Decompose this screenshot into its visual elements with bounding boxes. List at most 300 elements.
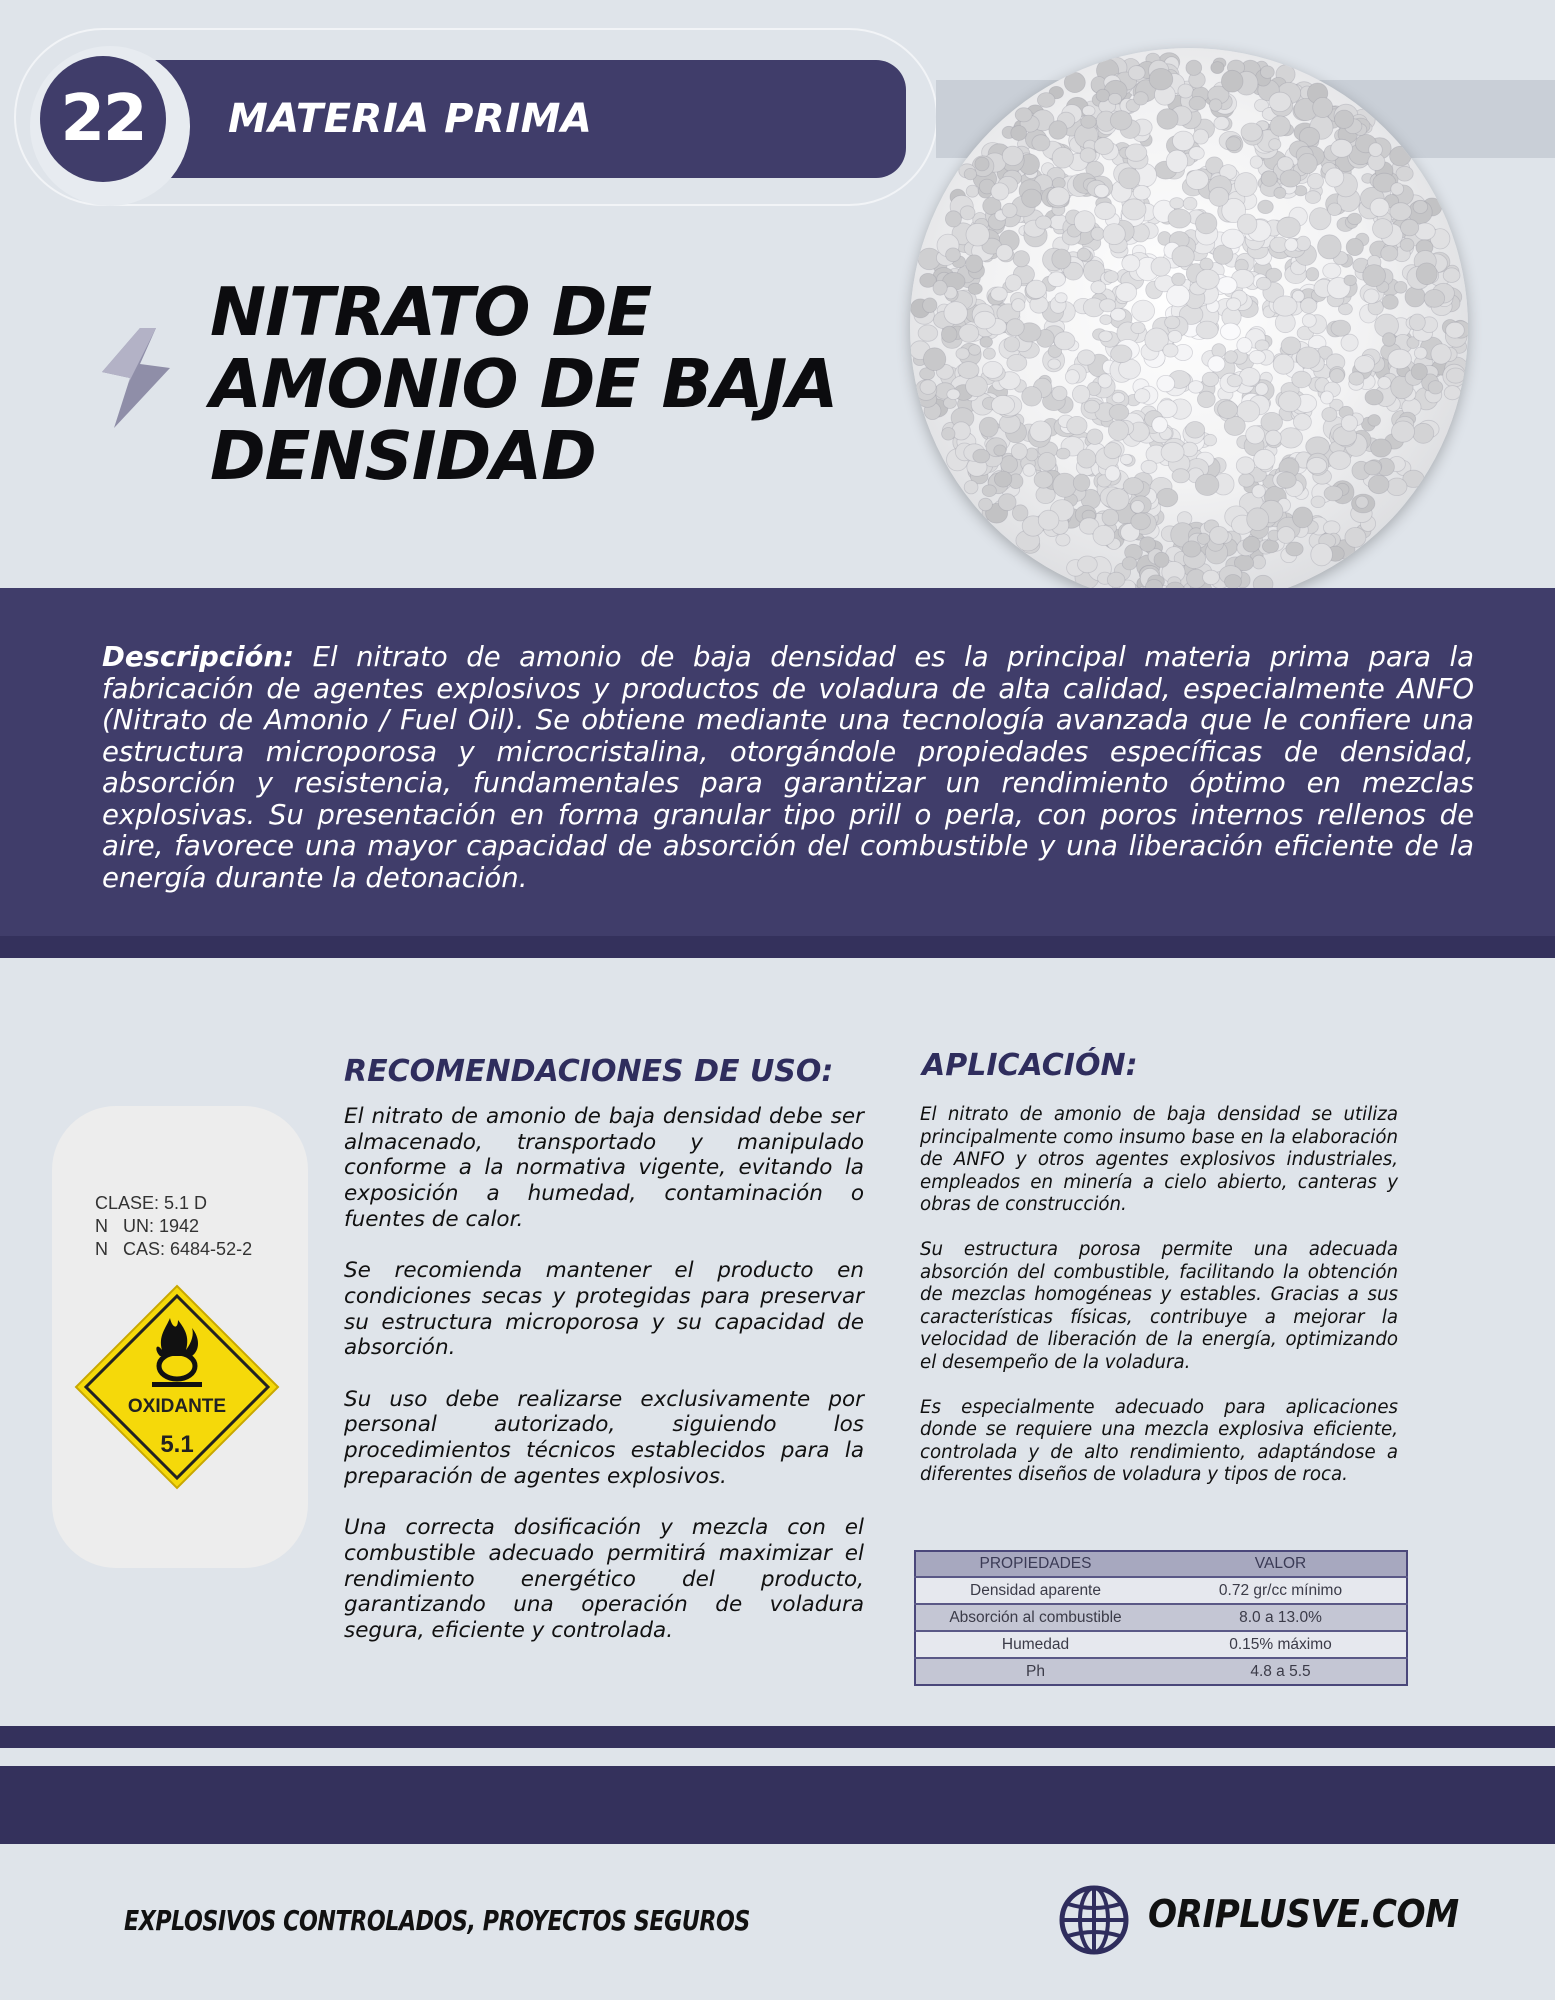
granule [1221, 70, 1243, 92]
granule [1200, 258, 1213, 270]
footer-slogan: EXPLOSIVOS CONTROLADOS, PROYECTOS SEGUROS [124, 1904, 750, 1937]
granule [1370, 198, 1389, 216]
granule [1349, 372, 1364, 385]
granule [1211, 62, 1224, 74]
granule [1341, 415, 1357, 431]
granule [1094, 138, 1113, 155]
granule [1049, 121, 1067, 140]
granule [1250, 156, 1262, 168]
granule [1091, 281, 1106, 294]
granule [1173, 131, 1195, 151]
granule [1235, 173, 1258, 197]
granule [1032, 135, 1050, 151]
granule [1258, 200, 1274, 213]
granule [1165, 316, 1180, 329]
table-header-row [915, 1551, 1407, 1577]
granule [1133, 185, 1150, 200]
footer-band-thick [0, 1766, 1555, 1844]
granule [1015, 108, 1032, 122]
granule [1217, 277, 1237, 294]
granule [1214, 117, 1229, 130]
table-cell: Ph [915, 1658, 1155, 1685]
granule [1285, 238, 1298, 251]
table-row [915, 1631, 1407, 1658]
granule [1122, 255, 1140, 272]
granule [1307, 173, 1323, 189]
granule [1220, 323, 1240, 340]
granule [1054, 332, 1075, 350]
granule [1105, 466, 1120, 481]
granule [947, 389, 960, 400]
granule [1161, 442, 1184, 462]
granule [1005, 275, 1021, 291]
granule [1034, 471, 1053, 488]
granule [991, 287, 1008, 301]
granule [1093, 525, 1115, 545]
granule [1262, 540, 1278, 553]
granule [1270, 116, 1290, 136]
description-body: El nitrato de amonio de baja densidad es la principal materia prima para la fabricación de agentes explosivos y productos de voladura de alta calidad, especialmente ANFO (Nitrato de Amonio / Fuel Oil). Se obtiene mediante una tecnología avanzada que le confiere una estructura microporosa y microcristalina, otorgándole propiedades específicas de densidad, absorción y resistencia, fundamentales para garantizar un rendimiento óptimo en mezclas explosivas. Su presentación en forma granular tipo prill o perla, con poros internos rellenos de aire, favorece una mayor capacidad de absorción del combustible y una liberación eficiente de la energía durante la detonación. [102, 641, 1474, 894]
granule [1323, 263, 1341, 278]
granule [994, 471, 1011, 487]
granule [1330, 369, 1345, 383]
granule [942, 428, 955, 441]
granule [1392, 421, 1415, 442]
granule [1197, 533, 1209, 544]
granule [1225, 575, 1242, 589]
granule [1243, 536, 1260, 552]
title-line-3: DENSIDAD [210, 417, 596, 495]
recommendation-paragraph: Su uso debe realizarse exclusivamente por personal autorizado, siguiendo los procedimientos técnicos establecidos para la preparación de agentes explosivos. [344, 1386, 864, 1489]
granule [1094, 184, 1109, 197]
granule [979, 417, 998, 437]
hazard-label: OXIDANTE [127, 1396, 227, 1417]
granule [1218, 401, 1238, 419]
footer-website: ORIPLUSVE.COM [1148, 1892, 1459, 1936]
granule [1100, 315, 1112, 325]
granule [1196, 269, 1219, 289]
granule [1296, 236, 1310, 251]
granule [969, 345, 981, 356]
granule [1278, 391, 1301, 412]
product-title [210, 273, 910, 495]
granule [1202, 372, 1219, 386]
granule [923, 348, 945, 371]
granule [1381, 246, 1398, 262]
granule [1026, 280, 1046, 298]
granule [1329, 451, 1351, 470]
granule [1237, 338, 1252, 354]
granule [1204, 434, 1217, 446]
granule [1324, 486, 1343, 501]
recommendation-paragraph: Se recomienda mantener el producto en condiciones secas y protegidas para preservar su estructura microporosa y su capacidad de absorción. [344, 1258, 864, 1361]
granule [1331, 320, 1351, 336]
granule [1256, 277, 1271, 290]
granule [1193, 129, 1208, 144]
granule [1196, 213, 1217, 234]
granule [1325, 168, 1344, 187]
table-row [915, 1577, 1407, 1604]
recommendation-paragraph: El nitrato de amonio de baja densidad debe ser almacenado, transportado y manipulado conforme a la normativa vigente, evitando la exposición a humedad, contaminación o fuentes de calor. [344, 1104, 864, 1232]
granule [1103, 224, 1125, 245]
granule [991, 396, 1014, 415]
granule [1149, 68, 1173, 90]
granule [1036, 216, 1052, 229]
granule [1077, 248, 1090, 261]
granule [1167, 285, 1190, 307]
table-row [915, 1658, 1407, 1685]
granule [1298, 153, 1318, 173]
granule [1446, 368, 1465, 383]
granule [1369, 143, 1383, 157]
granule [1265, 430, 1281, 445]
granule [1277, 527, 1295, 544]
granule [1446, 322, 1465, 338]
granule [1382, 295, 1398, 310]
granule [1119, 168, 1140, 189]
granule [994, 445, 1006, 456]
granule [1210, 527, 1229, 545]
granule [1022, 189, 1042, 207]
granule [1209, 187, 1229, 206]
granule [1055, 293, 1067, 303]
granule [1107, 572, 1125, 587]
granule [1431, 344, 1451, 364]
granule [1364, 461, 1381, 475]
granule [960, 206, 975, 220]
granule [1414, 347, 1427, 359]
table-cell: 8.0 a 13.0% [1155, 1604, 1407, 1631]
granule [1195, 474, 1219, 495]
granule [1388, 349, 1411, 369]
granule [1100, 299, 1116, 312]
table-header: PROPIEDADES [915, 1551, 1155, 1577]
granule [1102, 509, 1119, 526]
granule [1311, 496, 1325, 508]
granule [1056, 534, 1070, 546]
hazard-un: N UN: 1942 [95, 1216, 200, 1236]
granule [1344, 275, 1357, 286]
granule [1053, 473, 1077, 497]
granule [964, 168, 976, 179]
granule [1104, 443, 1121, 459]
granule [1170, 198, 1184, 209]
granule [996, 245, 1012, 261]
granule [1306, 268, 1319, 281]
granule [1011, 126, 1027, 141]
granule [1273, 296, 1297, 316]
application-paragraph: El nitrato de amonio de baja densidad se utiliza principalmente como insumo base en la elaboración de ANFO y otros agentes explosivos industriales, empleados en minería a cielo abierto, canteras y obras de construcción. [920, 1104, 1398, 1215]
granule [1269, 92, 1291, 111]
granule [1082, 106, 1095, 116]
granule [979, 498, 993, 511]
granule [1141, 460, 1157, 473]
granule [1254, 449, 1275, 469]
granule [1391, 183, 1404, 195]
granule [1396, 166, 1413, 181]
granule [1390, 203, 1412, 221]
product-photo [910, 48, 1468, 606]
granule [945, 211, 961, 227]
granule [1277, 157, 1293, 172]
recommendations-body [344, 1104, 864, 1669]
granule [1444, 386, 1460, 400]
granule [1196, 321, 1218, 339]
hazard-class: CLASE: 5.1 D [95, 1193, 208, 1213]
table-cell: 0.72 gr/cc mínimo [1155, 1577, 1407, 1604]
granule [1321, 391, 1334, 404]
granule [1077, 350, 1095, 365]
granule [968, 283, 982, 294]
granule [1154, 552, 1169, 567]
granule [966, 376, 988, 397]
granule [933, 280, 947, 295]
granule [1224, 416, 1245, 435]
granule [920, 380, 936, 395]
granule [1292, 371, 1312, 388]
granule [1241, 123, 1262, 141]
granule [1186, 170, 1208, 190]
granule [1122, 199, 1146, 220]
granule [1087, 429, 1103, 445]
granule [1030, 421, 1052, 442]
granule [1331, 140, 1353, 158]
granule [1178, 84, 1193, 98]
granule [1023, 464, 1036, 477]
granule [1405, 287, 1425, 307]
granule [941, 326, 957, 342]
granule [1269, 139, 1281, 150]
recommendation-paragraph: Una correcta dosificación y mezcla con el combustible adecuado permitirá maximizar el rendimiento energético del producto, garantizando una operación de voladura segura, eficiente y controlada. [344, 1515, 864, 1644]
granule [1280, 170, 1301, 187]
granule [1368, 415, 1381, 427]
granule [1065, 370, 1079, 384]
granule [1131, 513, 1151, 530]
granule [1074, 211, 1095, 233]
title-line-1: NITRATO DE [210, 273, 652, 351]
granule [1345, 527, 1366, 547]
granule [991, 183, 1009, 200]
granule [1443, 268, 1460, 283]
granule [1273, 354, 1294, 374]
granule [1052, 249, 1071, 269]
granule [1099, 331, 1112, 342]
granule [983, 348, 995, 359]
hazard-cas: N CAS: 6484-52-2 [95, 1239, 253, 1259]
granule [1189, 147, 1204, 160]
granule [1305, 191, 1320, 204]
granule [1022, 387, 1042, 407]
granule [1428, 381, 1443, 394]
granule [1296, 347, 1320, 369]
granule [1064, 72, 1085, 92]
granule [1246, 426, 1265, 444]
granule [1341, 334, 1358, 351]
granule [975, 157, 989, 171]
granule [1411, 363, 1427, 379]
granule [1208, 356, 1225, 372]
granule [1122, 557, 1137, 570]
granule [1183, 197, 1197, 210]
granule [1252, 485, 1265, 498]
granule [966, 255, 983, 273]
granule [1052, 147, 1073, 168]
granule [980, 337, 993, 348]
granule [1073, 474, 1090, 491]
granule [1416, 263, 1437, 285]
granule [1203, 570, 1220, 584]
granule [1227, 298, 1241, 311]
granule [1277, 217, 1300, 238]
granule [1112, 393, 1125, 403]
lightning-bolt-icon [100, 328, 172, 428]
granule [1052, 386, 1067, 400]
granule [1011, 443, 1027, 459]
granule [964, 481, 978, 494]
granule [1157, 109, 1178, 130]
granule [982, 361, 1003, 378]
granule [1157, 375, 1175, 391]
granule [1038, 453, 1056, 471]
granule [1048, 272, 1066, 287]
granule [1335, 110, 1354, 128]
granule [952, 422, 970, 440]
granule [1239, 473, 1255, 487]
granule [1078, 556, 1098, 573]
granule [1226, 137, 1241, 151]
granule [1371, 439, 1392, 457]
granule [959, 324, 979, 342]
granule [1107, 489, 1129, 511]
recommendations-title: RECOMENDACIONES DE USO: [344, 1054, 834, 1089]
granule [1322, 408, 1337, 422]
granule [923, 298, 937, 313]
granule [1212, 344, 1226, 358]
granule [1286, 542, 1303, 556]
granule [1249, 350, 1265, 363]
granule [1104, 271, 1118, 283]
granule [1368, 475, 1389, 494]
application-paragraph: Es especialmente adecuado para aplicaciones donde se requiere una mezcla explosiva eficiente, controlada y de alto rendimiento, adaptándose a diferentes diseños de voladura y tipos de roca. [920, 1396, 1398, 1485]
granule [966, 223, 989, 246]
granule [1135, 389, 1150, 403]
table-cell: Densidad aparente [915, 1577, 1155, 1604]
granule [1413, 200, 1428, 213]
granule [1110, 111, 1132, 130]
granule [1006, 319, 1024, 336]
granule [974, 311, 995, 329]
granule [1132, 300, 1155, 322]
granule [1373, 219, 1393, 239]
granule [1131, 501, 1144, 514]
footer-band-thin [0, 1726, 1555, 1748]
granule [1348, 213, 1362, 224]
granule [973, 449, 990, 463]
granule [1293, 507, 1313, 528]
properties-table [914, 1550, 1408, 1686]
granule [1002, 146, 1023, 165]
table-row [915, 1604, 1407, 1631]
granule [1151, 257, 1171, 276]
granule [1168, 331, 1182, 343]
granule [1313, 97, 1333, 117]
granule [1038, 510, 1059, 530]
granule [944, 302, 967, 325]
granule [1252, 555, 1265, 569]
application-body [920, 1104, 1398, 1509]
granule [1081, 115, 1096, 128]
granule [956, 348, 969, 360]
granule [1346, 238, 1363, 255]
granule [1096, 89, 1109, 102]
granule [1279, 428, 1302, 448]
granule [1037, 93, 1055, 108]
granule [1168, 209, 1191, 228]
table-cell: 0.15% máximo [1155, 1631, 1407, 1658]
granule [1255, 383, 1268, 396]
granule [1077, 449, 1096, 468]
granule [1197, 391, 1215, 407]
granule [1098, 374, 1112, 388]
granule [1120, 454, 1132, 464]
granule [1140, 537, 1156, 552]
granule [1227, 375, 1242, 387]
granule [1400, 238, 1414, 251]
granule [1261, 412, 1283, 431]
granule [1274, 187, 1286, 198]
granule [1134, 92, 1149, 105]
hazard-class-number: 5.1 [160, 1431, 194, 1458]
granule [1311, 543, 1333, 565]
granule [1378, 377, 1391, 389]
granule [1363, 265, 1386, 287]
granule [1131, 322, 1145, 334]
granule [966, 185, 978, 197]
granule [1048, 359, 1061, 369]
granule [1424, 290, 1445, 308]
granule [1186, 60, 1202, 75]
granule [1302, 314, 1316, 327]
granule [1394, 281, 1407, 293]
granule [1355, 356, 1375, 373]
granule [1111, 345, 1132, 363]
description-label: Descripción: [102, 641, 295, 673]
granule [1293, 414, 1311, 431]
granule [1172, 469, 1190, 483]
granule [1183, 541, 1201, 557]
application-title: APLICACIÓN: [922, 1048, 1138, 1083]
granule [946, 248, 961, 262]
granule [1328, 203, 1342, 216]
granule [1004, 337, 1020, 352]
sheet-number: 22 [40, 56, 166, 182]
granule [958, 362, 979, 379]
granule [1080, 148, 1096, 163]
granule [1084, 400, 1099, 413]
granule [1189, 96, 1206, 110]
granule [982, 485, 996, 497]
granule [1323, 521, 1340, 535]
globe-icon [1058, 1884, 1130, 1956]
granule [1239, 368, 1260, 387]
granule [1108, 420, 1128, 440]
oxidizer-hazard-diamond [74, 1284, 280, 1490]
granule [1387, 478, 1407, 496]
granule [1247, 508, 1269, 531]
granule [918, 325, 938, 341]
granule [1236, 457, 1254, 474]
granule [1108, 93, 1121, 104]
